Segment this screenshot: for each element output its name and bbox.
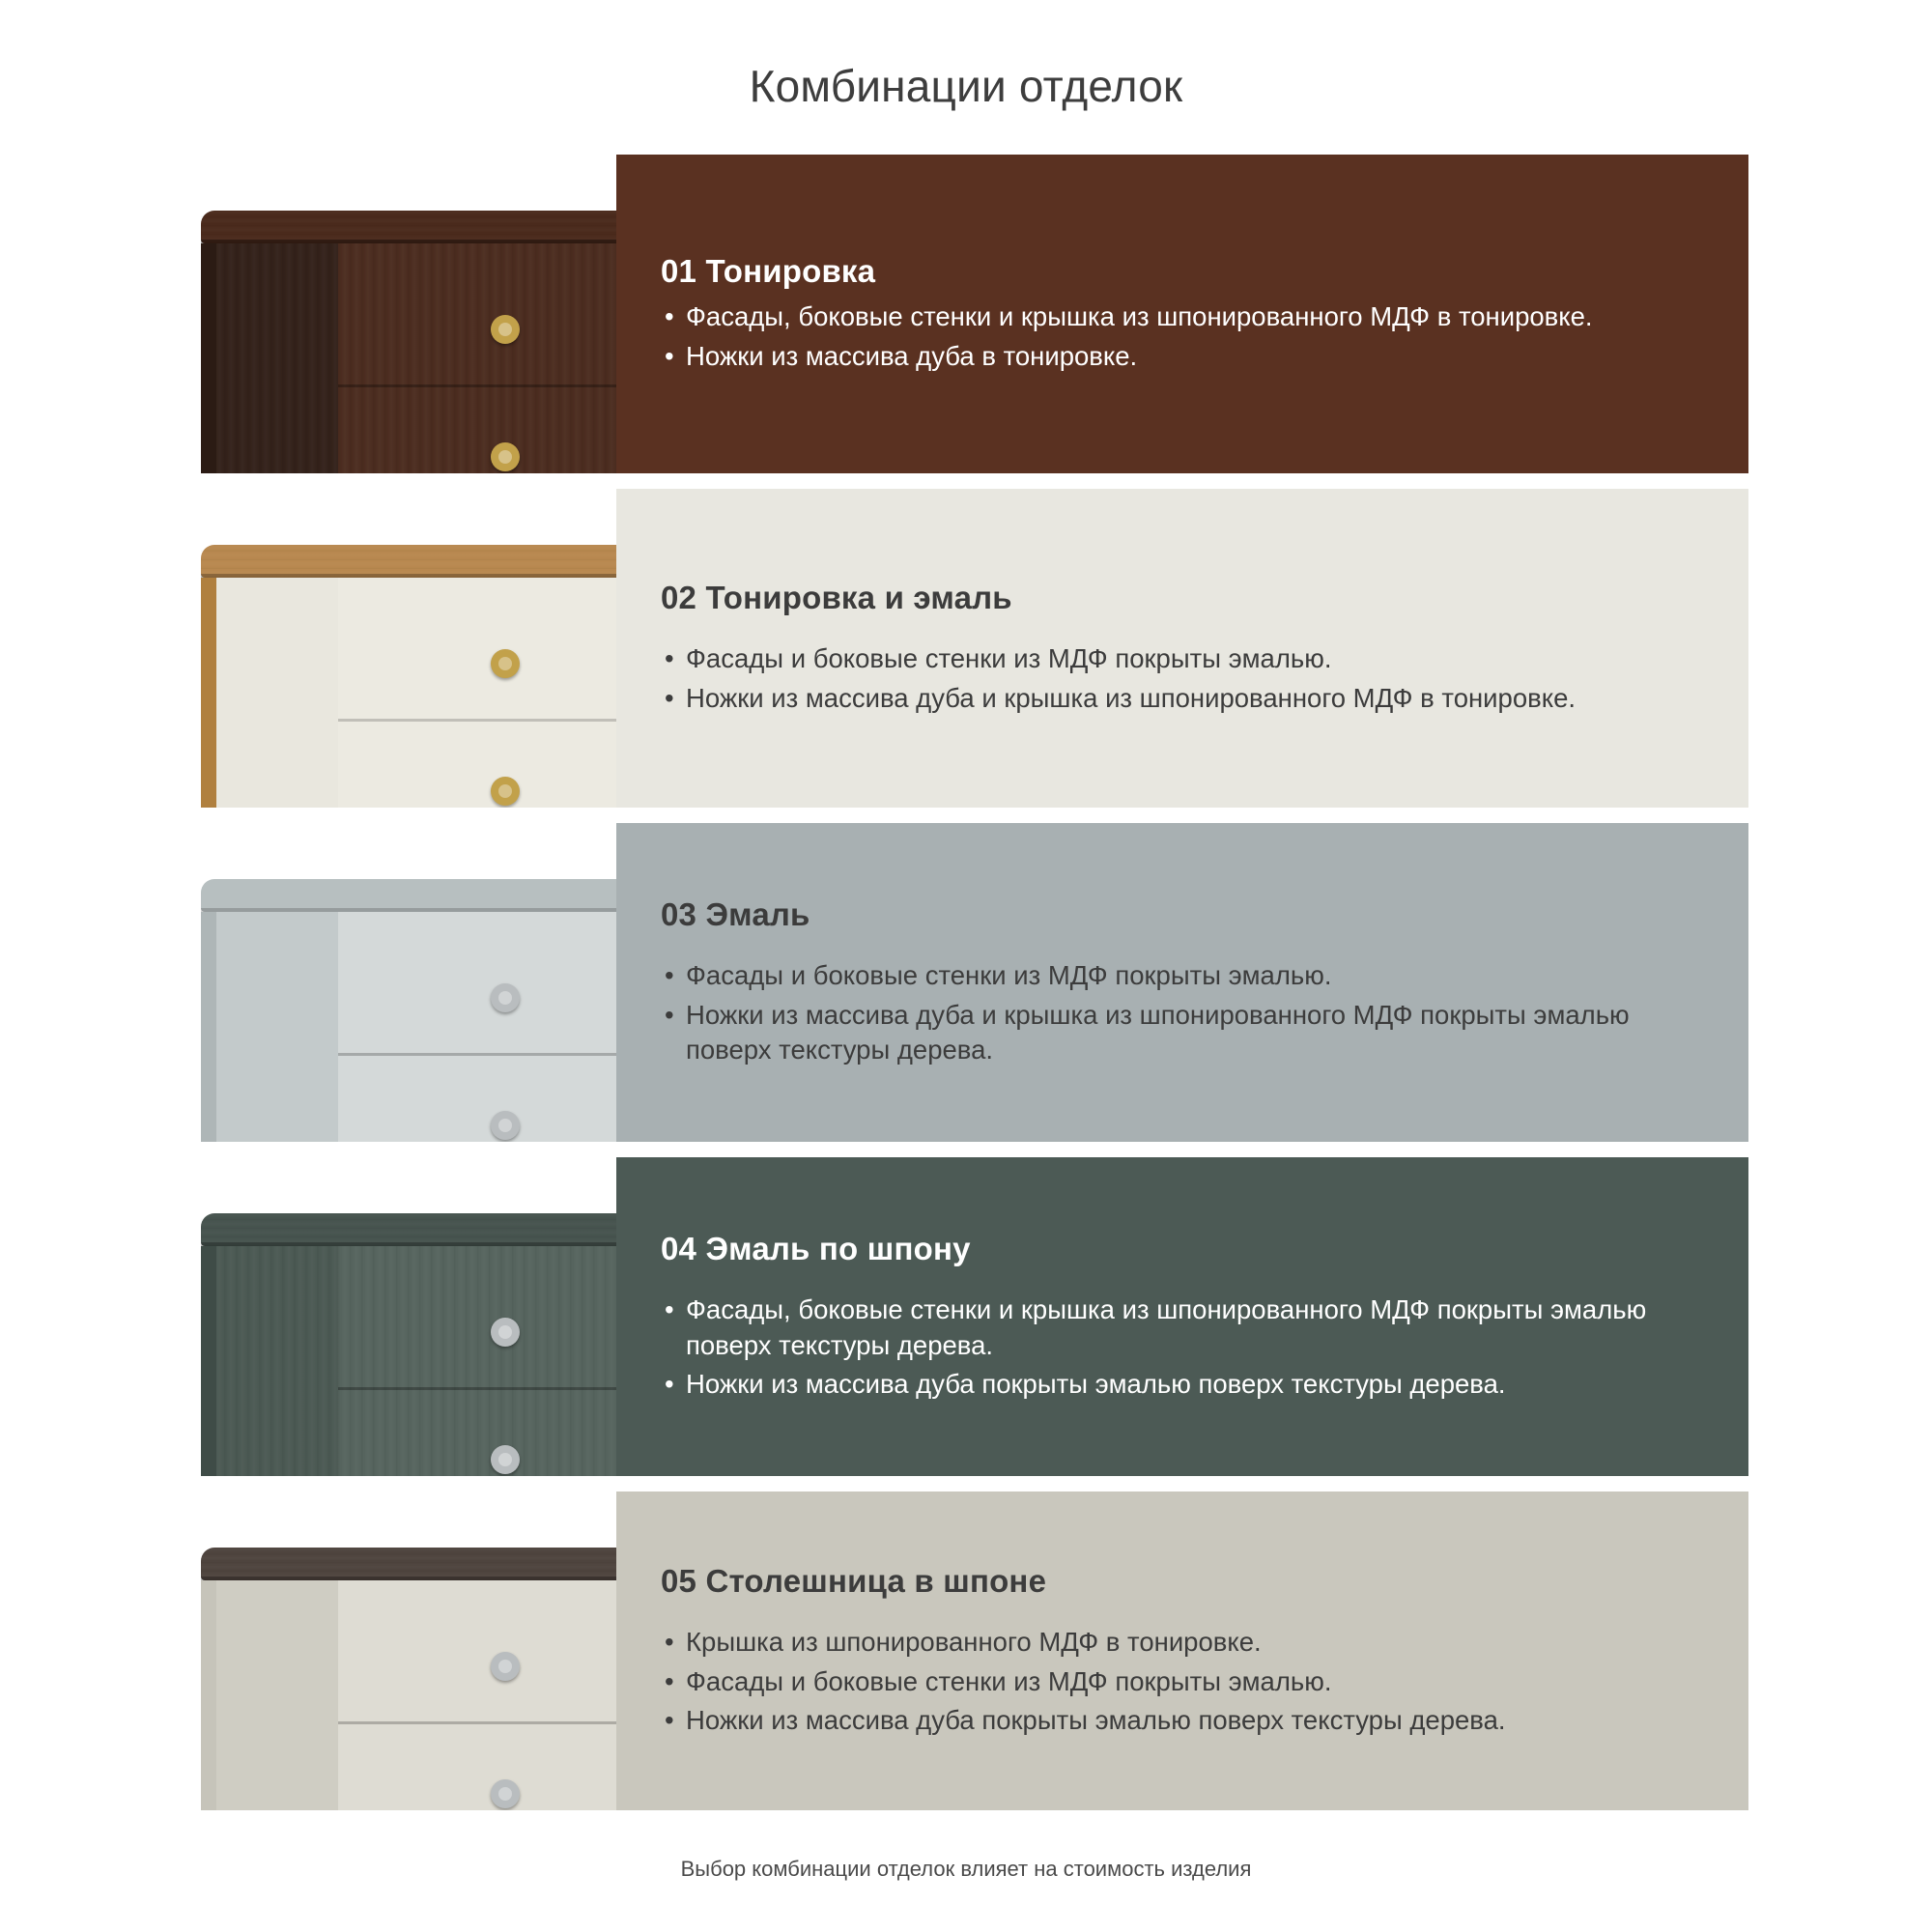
dresser-illustration [184, 1492, 616, 1810]
option-heading: 04 Эмаль по шпону [661, 1231, 971, 1267]
drawer-knob-icon [491, 315, 520, 344]
option-bullet: • Ножки из массива дуба покрыты эмалью поверх текстуры дерева. [661, 1367, 1704, 1403]
option-thumbnail-01 [184, 155, 616, 473]
dresser-illustration [184, 823, 616, 1142]
option-panel-02 [616, 489, 1748, 808]
option-bullets [661, 958, 1704, 1072]
option-thumbnail-04 [184, 1157, 616, 1476]
option-heading: 03 Эмаль [661, 896, 810, 933]
option-bullet: • Фасады, боковые стенки и крышка из шпонированного МДФ в тонировке. [661, 299, 1704, 335]
option-bullet: • Ножки из массива дуба и крышка из шпонированного МДФ покрыты эмалью поверх текстуры дерева. [661, 998, 1704, 1068]
drawer-knob-icon [491, 1445, 520, 1474]
option-thumbnail-02 [184, 489, 616, 808]
option-row-03[interactable] [184, 823, 1748, 1142]
drawer-knob-icon [491, 1111, 520, 1140]
drawer-knob-icon [491, 1652, 520, 1681]
dresser-illustration [184, 155, 616, 473]
option-bullets [661, 1625, 1704, 1743]
drawer-knob-icon [491, 1318, 520, 1347]
option-bullet: • Ножки из массива дуба и крышка из шпонированного МДФ в тонировке. [661, 681, 1704, 717]
page-title: Комбинации отделок [749, 61, 1183, 111]
drawer-knob-icon [491, 649, 520, 678]
option-heading: 05 Столешница в шпоне [661, 1563, 1047, 1600]
option-bullet: • Крышка из шпонированного МДФ в тонировке. [661, 1625, 1704, 1661]
drawer-knob-icon [491, 983, 520, 1012]
option-bullet: • Фасады и боковые стенки из МДФ покрыты эмалью. [661, 641, 1704, 677]
option-bullet: • Ножки из массива дуба покрыты эмалью поверх текстуры дерева. [661, 1703, 1704, 1739]
drawer-knob-icon [491, 442, 520, 471]
options-list [184, 155, 1748, 1810]
option-heading: 02 Тонировка и эмаль [661, 580, 1012, 616]
option-bullet: • Фасады и боковые стенки из МДФ покрыты эмалью. [661, 1664, 1704, 1700]
option-bullets [661, 299, 1704, 378]
option-row-05[interactable] [184, 1492, 1748, 1810]
option-panel-03 [616, 823, 1748, 1142]
footnote: Выбор комбинации отделок влияет на стоимость изделия [680, 1857, 1252, 1881]
option-thumbnail-03 [184, 823, 616, 1142]
option-bullet: • Фасады и боковые стенки из МДФ покрыты эмалью. [661, 958, 1704, 994]
option-panel-05 [616, 1492, 1748, 1810]
dresser-illustration [184, 1157, 616, 1476]
drawer-knob-icon [491, 1779, 520, 1808]
option-panel-04 [616, 1157, 1748, 1476]
option-bullet: • Ножки из массива дуба в тонировке. [661, 339, 1704, 375]
option-bullets [661, 1293, 1704, 1406]
dresser-illustration [184, 489, 616, 808]
option-row-02[interactable] [184, 489, 1748, 808]
option-panel-01 [616, 155, 1748, 473]
option-bullet: • Фасады, боковые стенки и крышка из шпонированного МДФ покрыты эмалью поверх текстуры дерева. [661, 1293, 1704, 1363]
option-bullets [661, 641, 1704, 720]
option-thumbnail-05 [184, 1492, 616, 1810]
drawer-knob-icon [491, 777, 520, 806]
option-row-04[interactable] [184, 1157, 1748, 1476]
option-row-01[interactable] [184, 155, 1748, 473]
option-heading: 01 Тонировка [661, 253, 876, 290]
